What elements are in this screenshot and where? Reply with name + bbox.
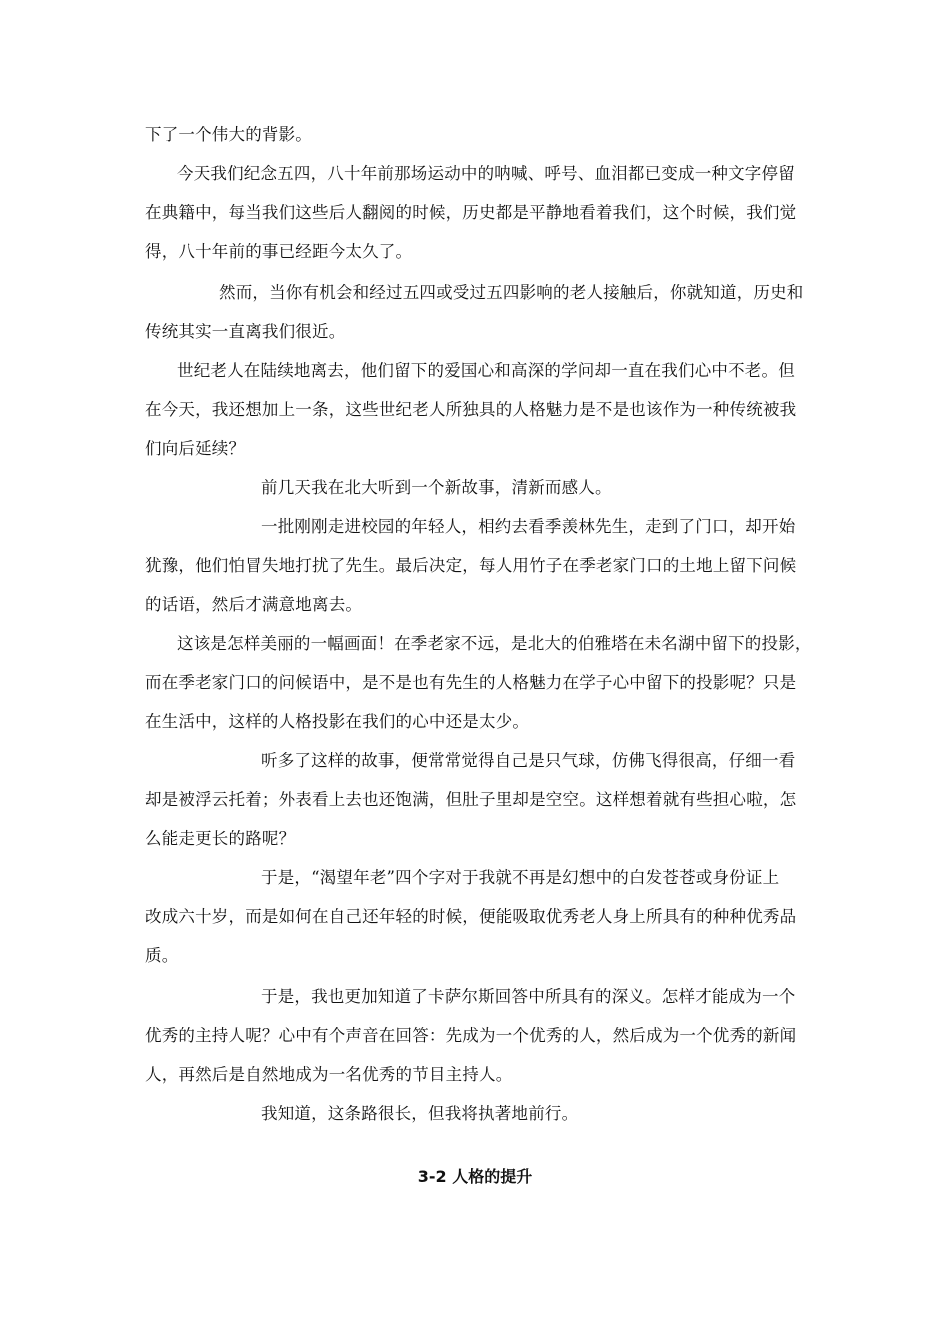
section-heading: 3-2 人格的提升 <box>417 1167 533 1186</box>
text-line: 而在季老家门口的问候语中，是不是也有先生的人格魅力在学子心中留下的投影呢？只是 <box>145 673 797 692</box>
text-line: 在典籍中，每当我们这些后人翻阅的时候，历史都是平静地看着我们，这个时候，我们觉 <box>145 203 797 222</box>
text-line: 在今天，我还想加上一条，这些世纪老人所独具的人格魅力是不是也该作为一种传统被我 <box>145 400 797 419</box>
text-line: 这该是怎样美丽的一幅画面！在季老家不远，是北大的伯雅塔在未名湖中留下的投影， <box>177 634 812 653</box>
text-line: 么能走更长的路呢？ <box>145 829 296 848</box>
text-line: 的话语，然后才满意地离去。 <box>145 595 363 614</box>
text-line: 一批刚刚走进校园的年轻人，相约去看季羡林先生，走到了门口，却开始 <box>261 517 796 536</box>
text-line: 在生活中，这样的人格投影在我们的心中还是太少。 <box>145 712 530 731</box>
text-line: 人，再然后是自然地成为一名优秀的节目主持人。 <box>145 1065 513 1084</box>
text-line: 听多了这样的故事，便常常觉得自己是只气球，仿佛飞得很高，仔细一看 <box>261 751 796 770</box>
text-line: 却是被浮云托着；外表看上去也还饱满，但肚子里却是空空。这样想着就有些担心啦，怎 <box>145 790 797 809</box>
text-line: 前几天我在北大听到一个新故事，清新而感人。 <box>261 478 612 497</box>
text-line: 优秀的主持人呢？心中有个声音在回答：先成为一个优秀的人，然后成为一个优秀的新闻 <box>145 1026 797 1045</box>
text-line: 犹豫，他们怕冒失地打扰了先生。最后决定，每人用竹子在季老家门口的土地上留下问候 <box>145 556 797 575</box>
text-line: 今天我们纪念五四，八十年前那场运动中的呐喊、呼号、血泪都已变成一种文字停留 <box>177 164 795 183</box>
text-line: 质。 <box>145 946 179 965</box>
text-line: 于是，我也更加知道了卡萨尔斯回答中所具有的深义。怎样才能成为一个 <box>261 987 796 1006</box>
text-line: 改成六十岁，而是如何在自己还年轻的时候，便能吸取优秀老人身上所具有的种种优秀品 <box>145 907 797 926</box>
text-line: 下了一个伟大的背影。 <box>145 125 312 144</box>
text-line: 世纪老人在陆续地离去，他们留下的爱国心和高深的学问却一直在我们心中不老。但 <box>177 361 795 380</box>
text-line: 然而，当你有机会和经过五四或受过五四影响的老人接触后，你就知道，历史和 <box>219 283 804 302</box>
text-line: 于是，“渴望年老”四个字对于我就不再是幻想中的白发苍苍或身份证上 <box>261 868 780 887</box>
text-line: 传统其实一直离我们很近。 <box>145 322 346 341</box>
text-line: 得，八十年前的事已经距今太久了。 <box>145 242 413 261</box>
text-line: 我知道，这条路很长，但我将执著地前行。 <box>261 1104 579 1123</box>
text-line: 们向后延续？ <box>145 439 246 458</box>
